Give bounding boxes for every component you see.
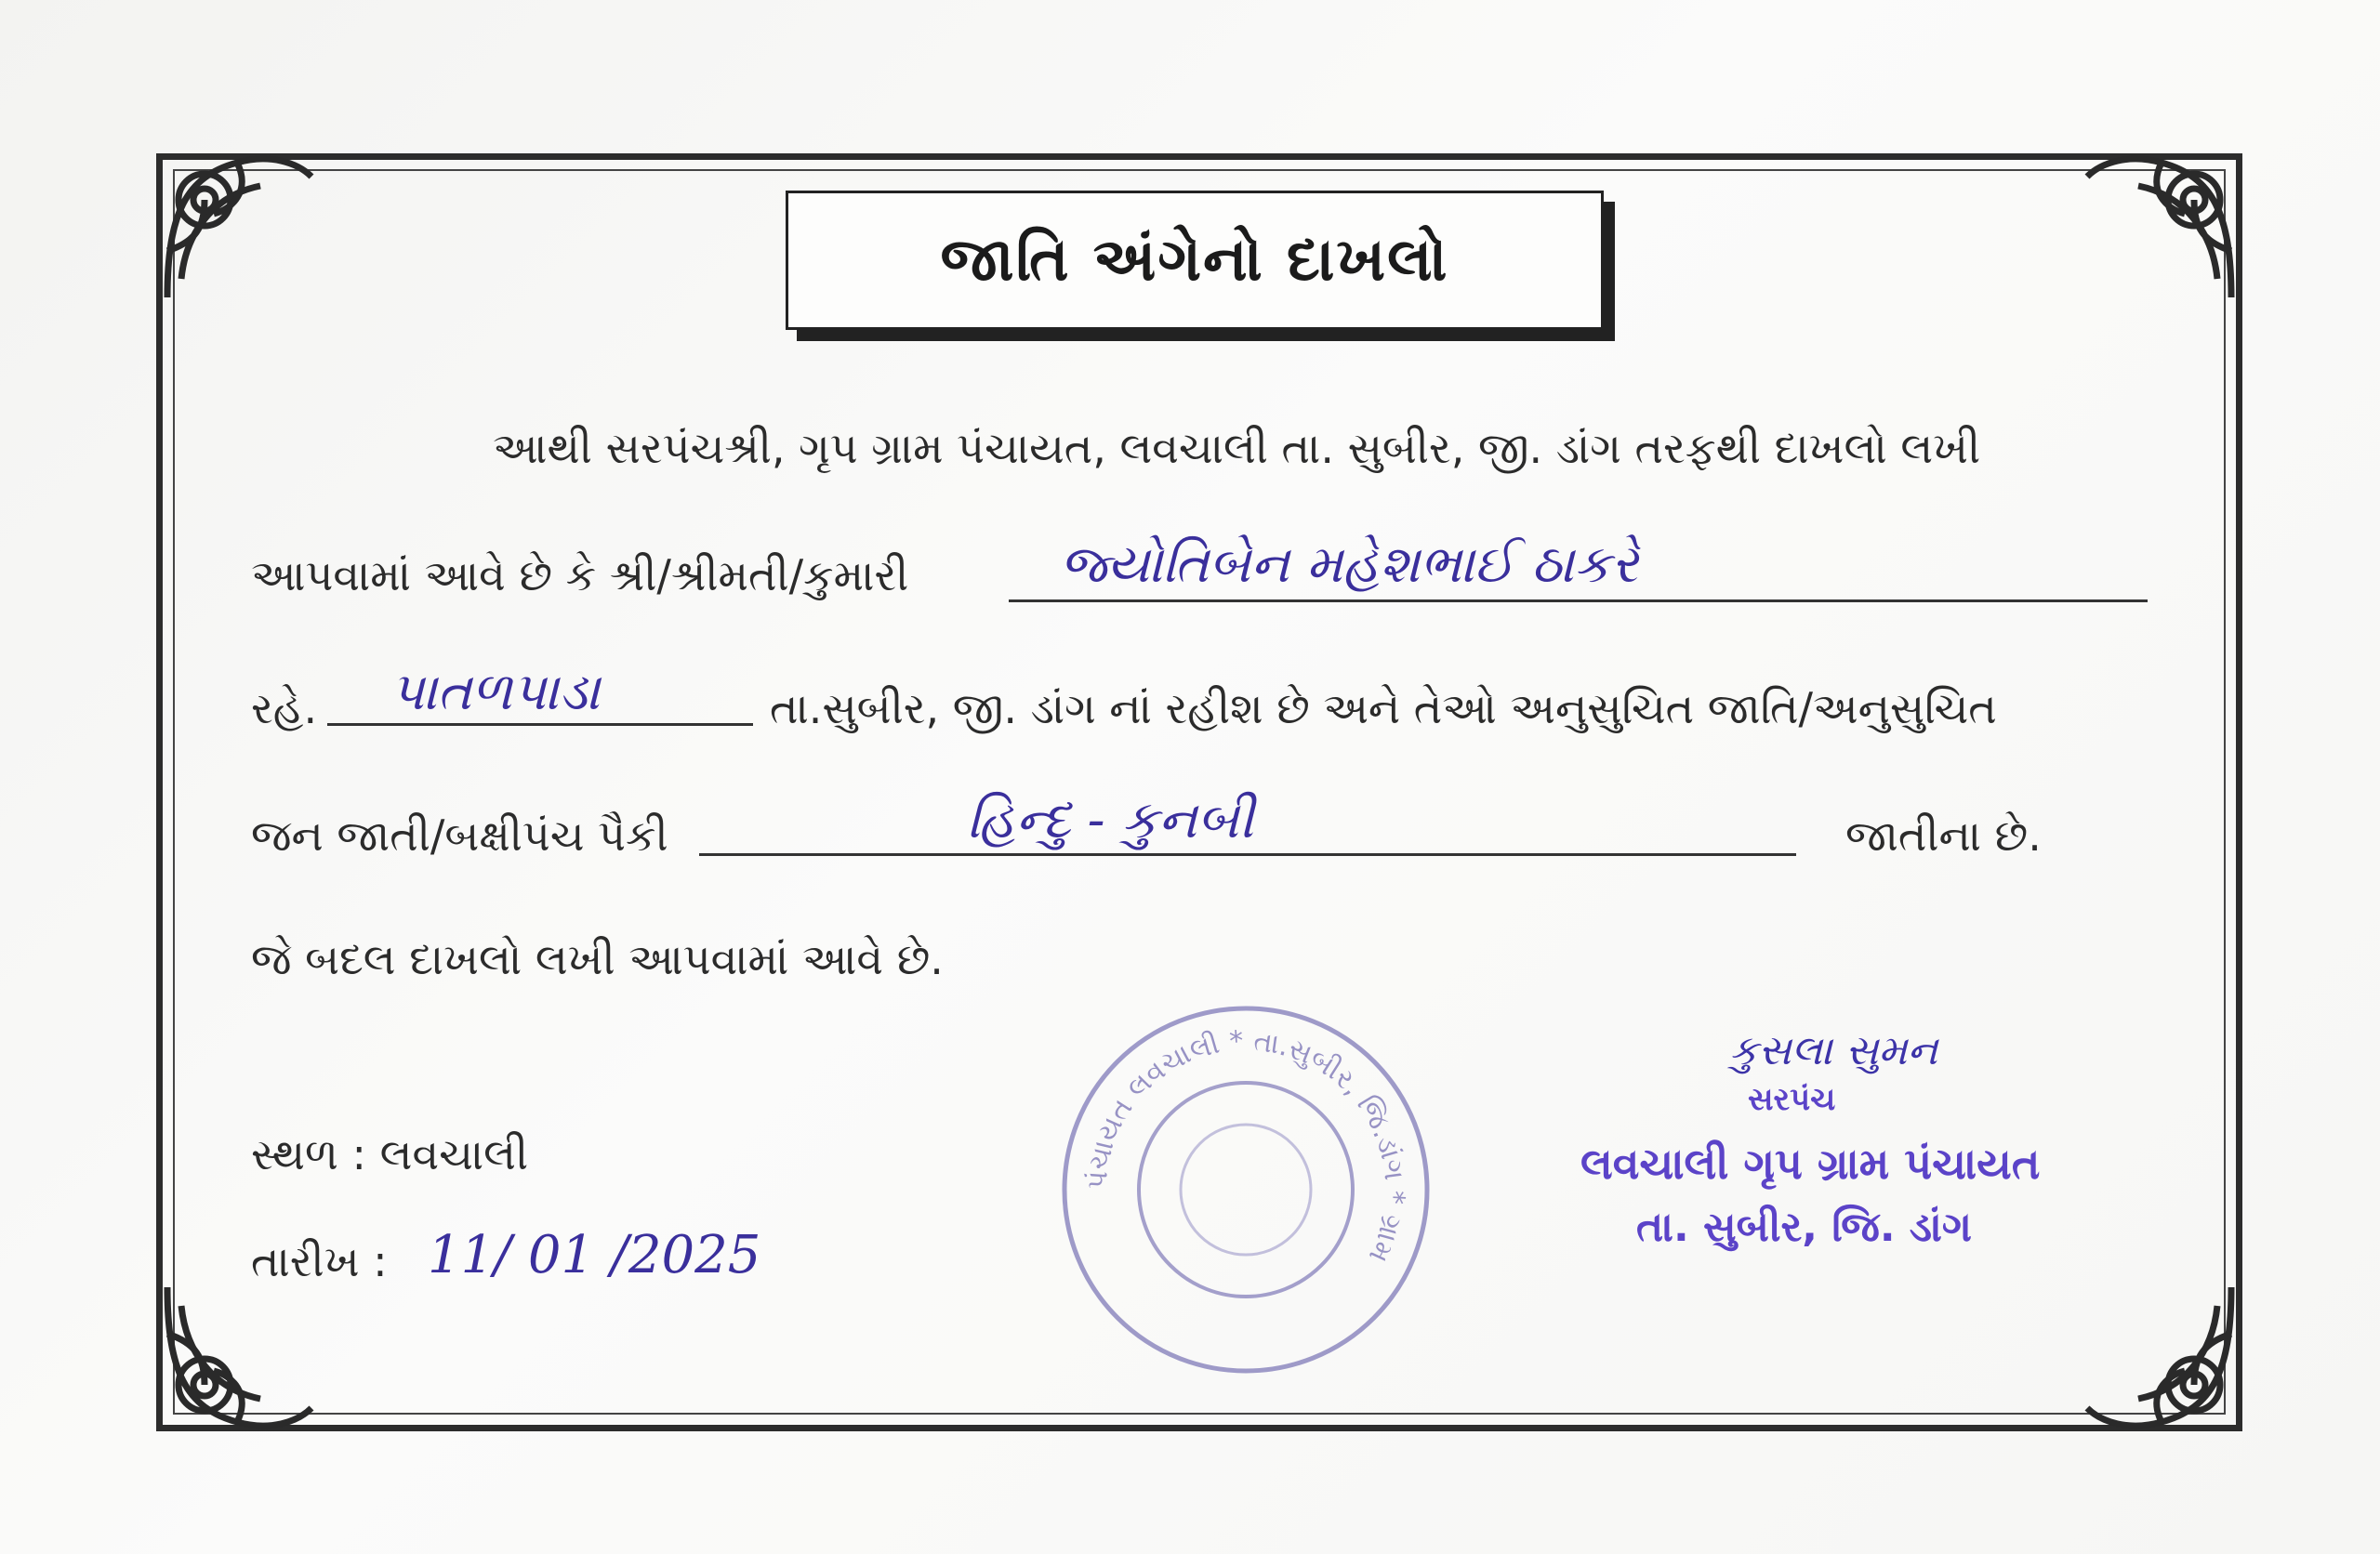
body-line-3-suffix: તા.સુબીર, જી. ડાંગ નાં રહીશ છે અને તેઓ અનુસુચિત જાતિ/અનુસુચિત (770, 683, 1997, 733)
signature-name: કુસલા સુમન (1729, 1027, 1938, 1074)
date-handwritten: 11/ 01 /2025 (428, 1225, 761, 1285)
corner-ornament-icon (149, 139, 325, 316)
certificate-title: જાતિ અંગેનો દાખલો (940, 226, 1449, 295)
title-box (786, 191, 1604, 330)
body-line-4-prefix: જન જાતી/બક્ષીપંચ પૈકી (251, 810, 668, 861)
name-fill-line (1009, 599, 2148, 602)
body-line-2-prefix: આપવામાં આવે છે કે શ્રી/શ્રીમતી/કુમારી (251, 550, 909, 600)
sarpanch-seal-block (1543, 1027, 2120, 1269)
corner-ornament-icon (149, 1269, 325, 1445)
body-line-1: આથી સરપંચશ્રી, ગૃપ ગ્રામ પંચાયત, લવચાલી તા. સુબીર, જી. ડાંગ તરફથી દાખલો લખી (493, 423, 1981, 473)
body-line-4-suffix: જાતીના છે. (1845, 810, 2042, 861)
place-label: સ્થળ : લવચાલી (251, 1129, 529, 1179)
village-fill-line (327, 723, 753, 726)
date-label: તારીખ : (251, 1236, 388, 1286)
seal-location: તા. સુબીર, જિ. ડાંગ (1636, 1204, 1972, 1251)
caste-fill-line (699, 853, 1796, 856)
corner-ornament-icon (2073, 139, 2250, 316)
body-line-3-prefix: રહે. (251, 683, 318, 733)
name-handwritten: જ્યોતિબેન મહેશભાઈ ઠાકરે (1060, 534, 1638, 595)
stamp-ring-text: પંચાયત લવચાલી * તા.સુબીર, જિ.ડાંગ * ગ્રામ (1080, 1024, 1411, 1268)
caste-handwritten: હિન્દુ - કુનબી (967, 790, 1254, 850)
panchayat-round-stamp (1055, 999, 1436, 1380)
svg-text:પંચાયત લવચાલી * તા.સુબીર, જિ.ડ (1081, 1025, 1410, 1268)
body-line-5: જે બદલ દાખલો લખી આપવામાં આવે છે. (251, 934, 944, 984)
seal-office: લવચાલી ગૃપ ગ્રામ પંચાયત (1580, 1139, 2041, 1189)
corner-ornament-icon (2073, 1269, 2250, 1445)
village-handwritten: પાતળપાડા (390, 662, 601, 722)
seal-title: સરપંચ (1748, 1081, 1836, 1118)
